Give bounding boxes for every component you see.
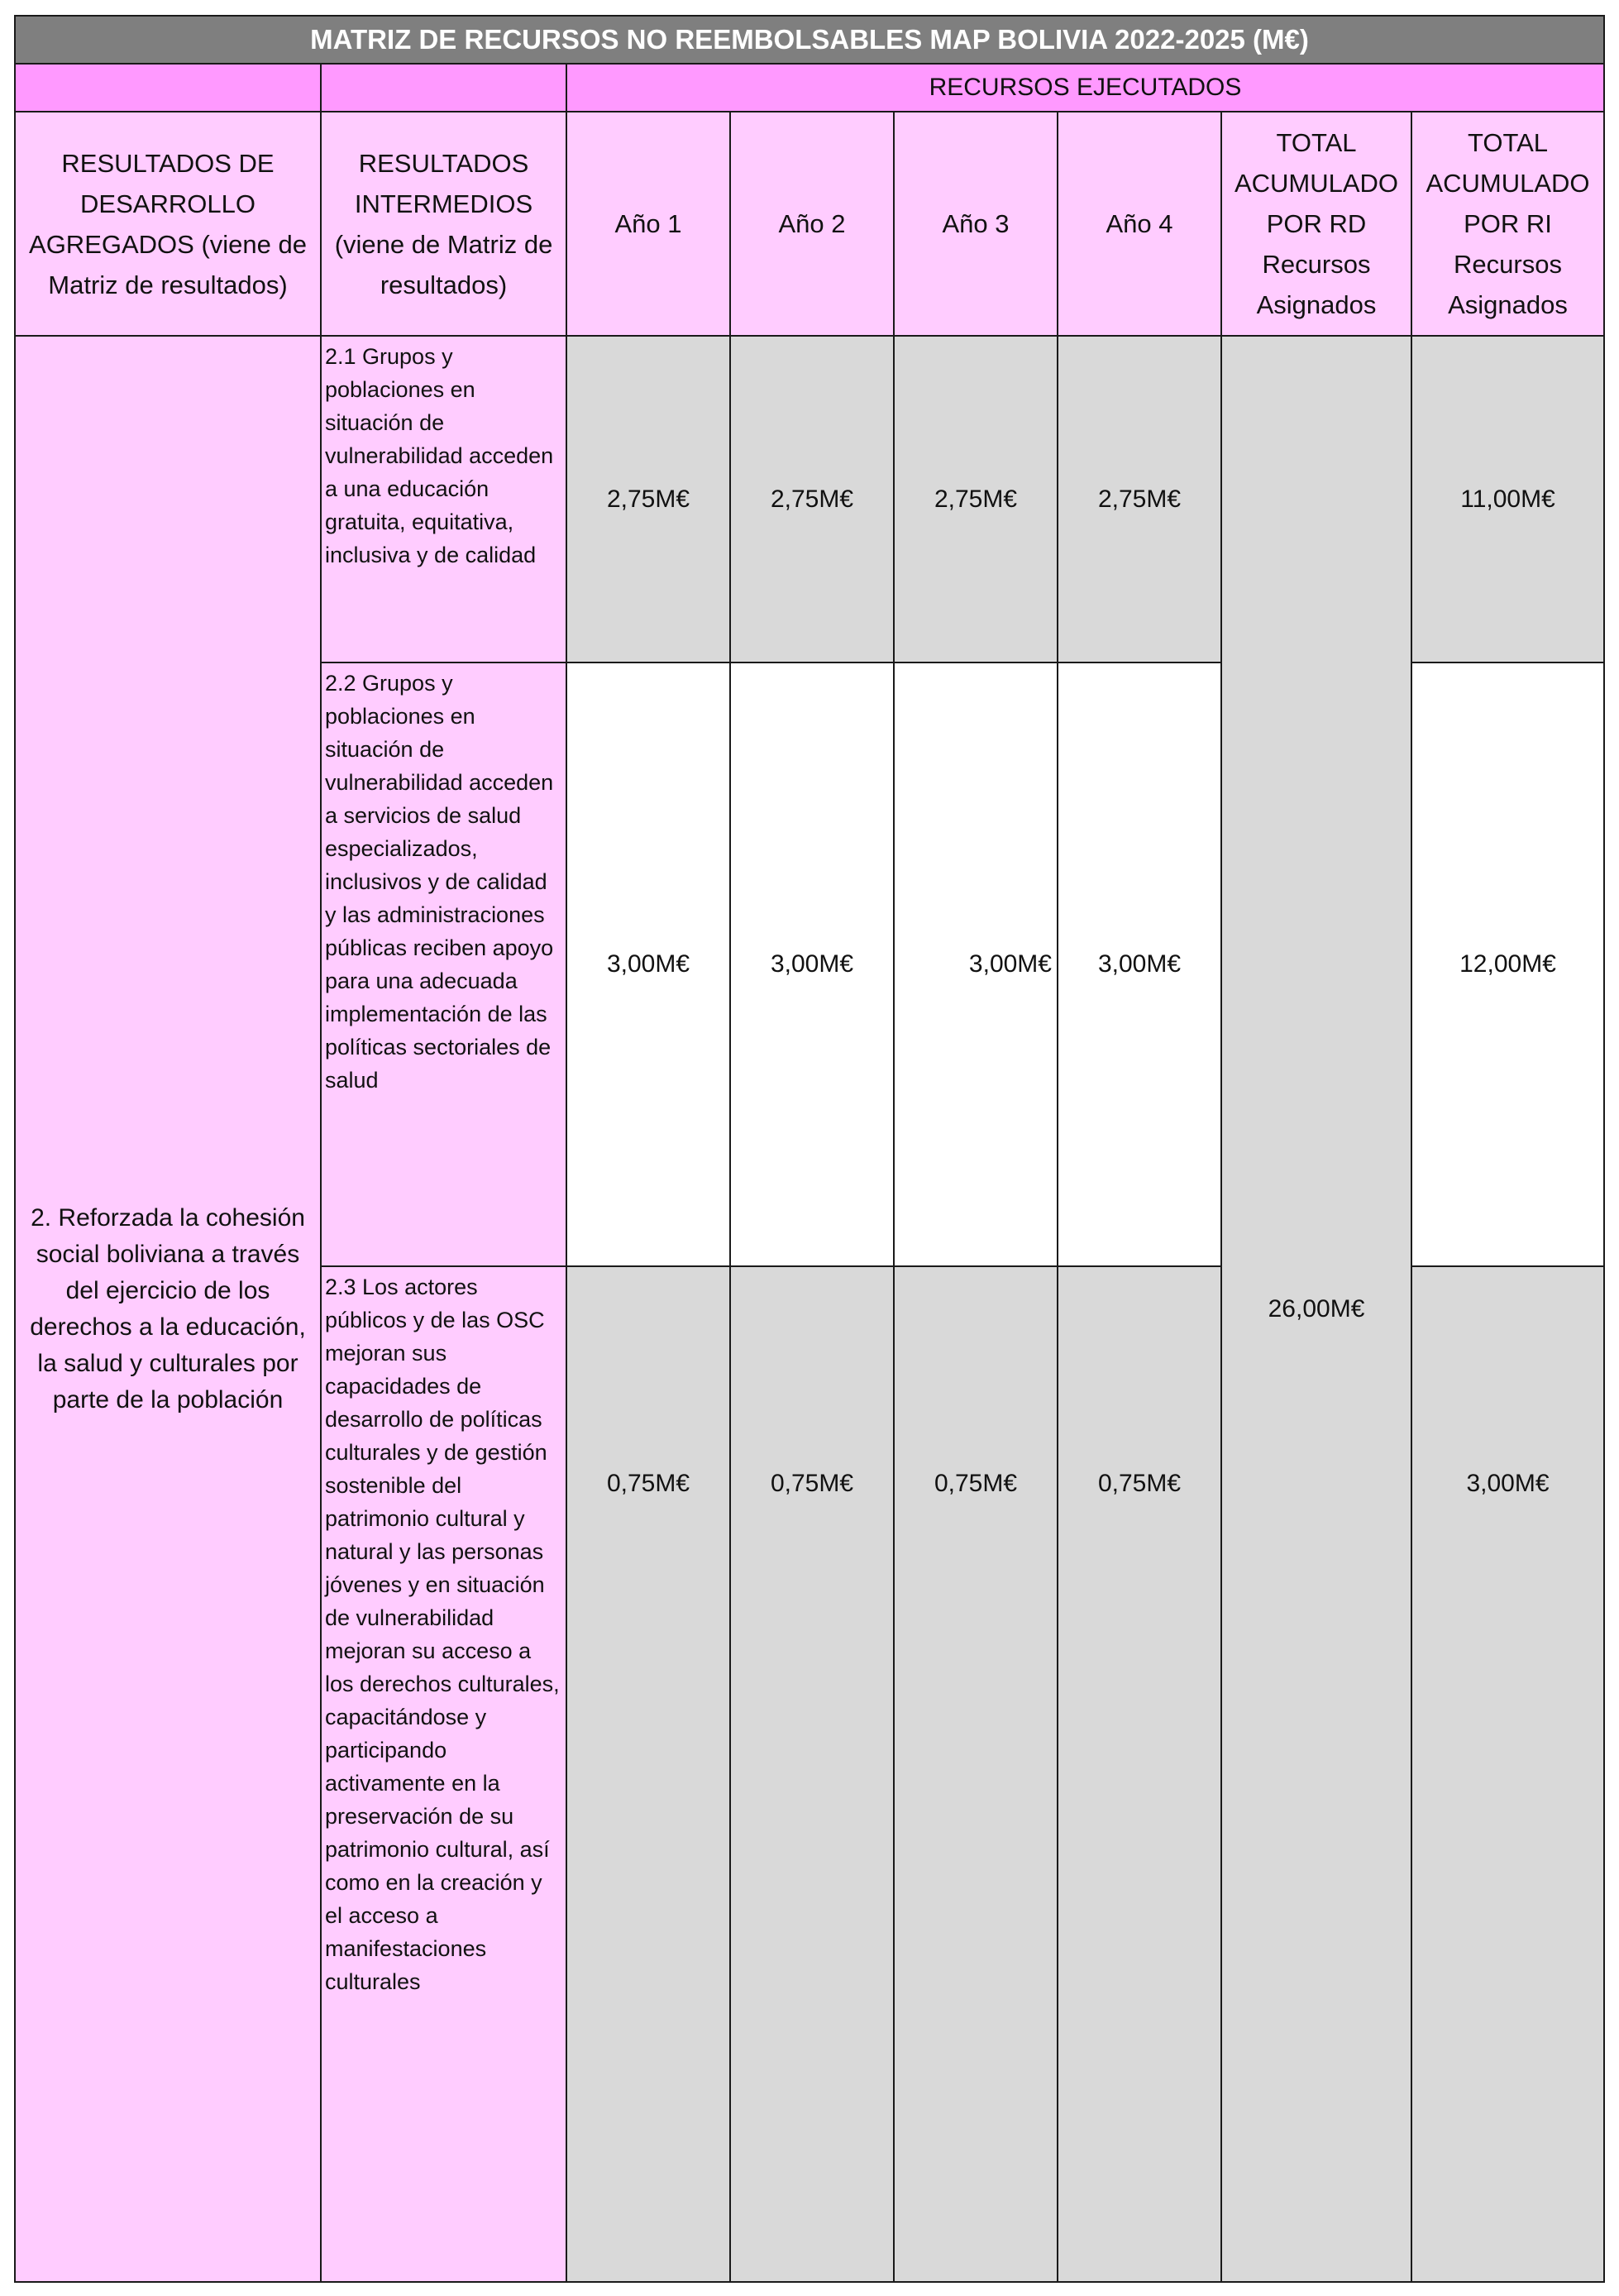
year-4-header: Año 4 bbox=[1058, 112, 1221, 336]
total-ri-value: 12,00M€ bbox=[1411, 662, 1604, 1266]
year-3-value: 0,75M€ bbox=[894, 1266, 1058, 2282]
total-ri-header: TOTAL ACUMULADO POR RI Recursos Asignados bbox=[1411, 112, 1604, 336]
year-4-value: 3,00M€ bbox=[1058, 662, 1221, 1266]
year-1-header: Año 1 bbox=[566, 112, 730, 336]
year-2-value: 0,75M€ bbox=[730, 1266, 894, 2282]
year-3-header: Año 3 bbox=[894, 112, 1058, 336]
total-rd-value: 26,00M€ bbox=[1221, 336, 1411, 2282]
rd-description: 2. Reforzada la cohesión social boliviana a través del ejercicio de los derechos a la educación, la salud y culturales por parte de la población bbox=[15, 336, 321, 2282]
year-1-value: 2,75M€ bbox=[566, 336, 730, 662]
year-3-value: 2,75M€ bbox=[894, 336, 1058, 662]
year-4-value: 2,75M€ bbox=[1058, 336, 1221, 662]
year-1-value: 3,00M€ bbox=[566, 662, 730, 1266]
total-ri-value: 11,00M€ bbox=[1411, 336, 1604, 662]
recursos-ejecutados-header: RECURSOS EJECUTADOS bbox=[566, 64, 1604, 112]
ri-description: 2.3 Los actores públicos y de las OSC mejoran sus capacidades de desarrollo de políticas culturales y de gestión sostenible del patrimonio cultural y natural y las personas jóvenes y en situación de vulnerabilidad mejoran su acceso a los derechos culturales, capacitándose y participando activamente en la preservación de su patrimonio cultural, así como en la creación y el acceso a manifestaciones culturales bbox=[321, 1266, 566, 2282]
empty-header-cell bbox=[15, 64, 321, 112]
year-2-value: 3,00M€ bbox=[730, 662, 894, 1266]
ri-description: 2.2 Grupos y poblaciones en situación de vulnerabilidad acceden a servicios de salud especializados, inclusivos y de calidad y las administraciones públicas reciben apoyo para una adecuada implementación de las políticas sectoriales de salud bbox=[321, 662, 566, 1266]
rd-column-header: RESULTADOS DE DESARROLLO AGREGADOS (viene de Matriz de resultados) bbox=[15, 112, 321, 336]
table-row bbox=[15, 336, 1604, 662]
table-title: MATRIZ DE RECURSOS NO REEMBOLSABLES MAP BOLIVIA 2022-2025 (M€) bbox=[15, 16, 1604, 64]
total-ri-value: 3,00M€ bbox=[1411, 1266, 1604, 2282]
year-2-header: Año 2 bbox=[730, 112, 894, 336]
year-4-value: 0,75M€ bbox=[1058, 1266, 1221, 2282]
ri-description: 2.1 Grupos y poblaciones en situación de vulnerabilidad acceden a una educación gratuita, equitativa, inclusiva y de calidad bbox=[321, 336, 566, 662]
year-2-value: 2,75M€ bbox=[730, 336, 894, 662]
year-1-value: 0,75M€ bbox=[566, 1266, 730, 2282]
ri-column-header: RESULTADOS INTERMEDIOS (viene de Matriz de resultados) bbox=[321, 112, 566, 336]
total-rd-header: TOTAL ACUMULADO POR RD Recursos Asignados bbox=[1221, 112, 1411, 336]
empty-header-cell bbox=[321, 64, 566, 112]
resources-matrix-table bbox=[14, 15, 1605, 2283]
year-3-value: 3,00M€ bbox=[894, 662, 1058, 1266]
